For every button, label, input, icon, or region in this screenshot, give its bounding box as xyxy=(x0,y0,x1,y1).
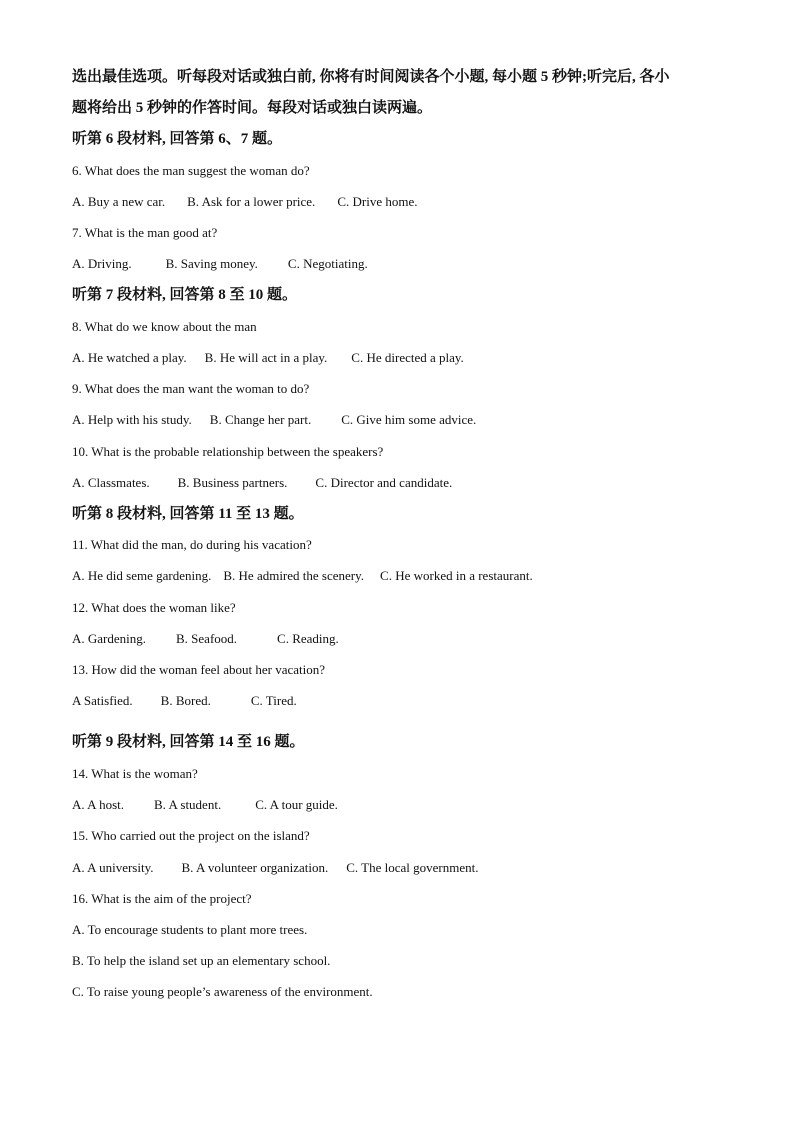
answer-options xyxy=(72,475,452,491)
question-text: 6. What does the man suggest the woman do? xyxy=(72,163,310,178)
option-c[interactable]: C. To raise young people’s awareness of the environment. xyxy=(72,984,373,999)
option-c[interactable]: C. Director and candidate. xyxy=(315,475,453,490)
answer-options xyxy=(72,693,297,709)
question-text: 7. What is the man good at? xyxy=(72,225,218,240)
answer-options xyxy=(72,412,476,428)
option-a[interactable]: A. Buy a new car. xyxy=(72,194,166,209)
option-b[interactable]: B. To help the island set up an elementary school. xyxy=(72,953,331,968)
question-text: 9. What does the man want the woman to do? xyxy=(72,381,310,396)
option-b[interactable]: B. Change her part. xyxy=(209,412,312,427)
answer-options xyxy=(72,568,533,584)
option-c[interactable]: C. Negotiating. xyxy=(287,256,368,271)
option-b[interactable]: B. Ask for a lower price. xyxy=(187,194,316,209)
question-text: 10. What is the probable relationship between the speakers? xyxy=(72,444,384,459)
option-a[interactable]: A. A host. xyxy=(72,797,125,812)
option-b[interactable]: B. A volunteer organization. xyxy=(181,860,329,875)
section-heading: 听第 9 段材料, 回答第 14 至 16 题。 xyxy=(72,734,305,750)
section-heading: 听第 6 段材料, 回答第 6、7 题。 xyxy=(72,131,283,147)
option-b[interactable]: B. Business partners. xyxy=(177,475,288,490)
option-a[interactable]: A. He watched a play. xyxy=(72,350,187,365)
question-text: 16. What is the aim of the project? xyxy=(72,891,252,906)
option-c[interactable]: C. Drive home. xyxy=(337,194,418,209)
option-c[interactable]: C. Give him some advice. xyxy=(341,412,477,427)
option-c[interactable]: C. The local government. xyxy=(346,860,479,875)
question-text: 14. What is the woman? xyxy=(72,766,198,781)
option-b[interactable]: B. He admired the scenery. xyxy=(223,568,365,583)
option-c[interactable]: C. He worked in a restaurant. xyxy=(380,568,533,583)
option-a[interactable]: A. He did seme gardening. xyxy=(72,568,212,583)
instructions-line-1: 选出最佳选项。听每段对话或独白前, 你将有时间阅读各个小题, 每小题 5 秒钟;听完后, 各小 xyxy=(72,69,670,85)
answer-options xyxy=(72,256,368,272)
option-a[interactable]: A. Driving. xyxy=(72,256,132,271)
answer-options xyxy=(72,194,417,210)
answer-options xyxy=(72,350,464,366)
option-b[interactable]: B. Saving money. xyxy=(165,256,258,271)
option-c[interactable]: C. He directed a play. xyxy=(351,350,464,365)
section-heading: 听第 7 段材料, 回答第 8 至 10 题。 xyxy=(72,287,298,303)
instructions-line-2: 题将给出 5 秒钟的作答时间。每段对话或独白读两遍。 xyxy=(72,100,433,116)
option-a[interactable]: A. Gardening. xyxy=(72,631,147,646)
answer-options xyxy=(72,797,338,813)
answer-options xyxy=(72,860,478,876)
section-heading: 听第 8 段材料, 回答第 11 至 13 题。 xyxy=(72,506,304,522)
question-text: 12. What does the woman like? xyxy=(72,600,236,615)
answer-options xyxy=(72,631,339,647)
option-a[interactable]: A. A university. xyxy=(72,860,154,875)
option-b[interactable]: B. He will act in a play. xyxy=(204,350,328,365)
question-text: 8. What do we know about the man xyxy=(72,319,257,334)
question-text: 11. What did the man, do during his vacation? xyxy=(72,537,312,552)
option-a[interactable]: A Satisfied. xyxy=(72,693,133,708)
option-b[interactable]: B. Seafood. xyxy=(176,631,238,646)
option-c[interactable]: C. Reading. xyxy=(277,631,339,646)
question-text: 13. How did the woman feel about her vacation? xyxy=(72,662,326,677)
option-b[interactable]: B. A student. xyxy=(154,797,222,812)
option-c[interactable]: C. A tour guide. xyxy=(255,797,338,812)
option-b[interactable]: B. Bored. xyxy=(160,693,211,708)
option-c[interactable]: C. Tired. xyxy=(250,693,297,708)
option-a[interactable]: A. To encourage students to plant more trees. xyxy=(72,922,308,937)
question-text: 15. Who carried out the project on the island? xyxy=(72,828,310,843)
option-a[interactable]: A. Classmates. xyxy=(72,475,150,490)
option-a[interactable]: A. Help with his study. xyxy=(72,412,192,427)
